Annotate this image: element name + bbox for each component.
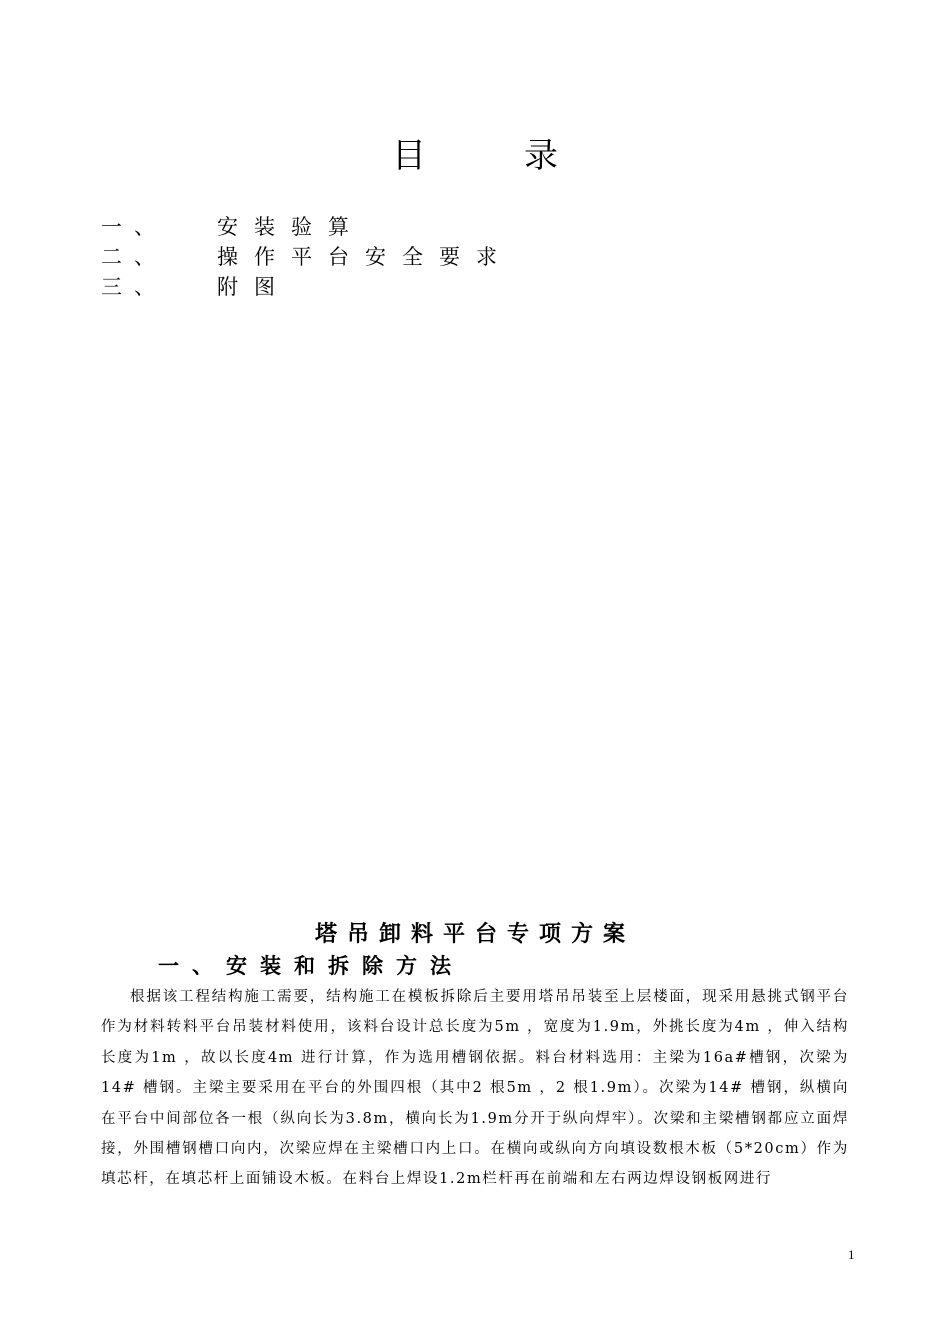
toc-item-number: 二、 <box>101 245 167 269</box>
toc-item-text: 安装验算 <box>217 215 365 239</box>
toc-item <box>101 272 861 302</box>
toc-item-number: 一、 <box>101 215 167 239</box>
page-number: 1 <box>848 1247 855 1262</box>
toc-item-text: 附图 <box>217 275 291 299</box>
toc-item <box>101 242 861 272</box>
toc-title-left: 目 <box>392 136 426 176</box>
toc-title <box>0 128 950 177</box>
table-of-contents <box>101 212 861 302</box>
toc-title-right: 录 <box>524 136 558 176</box>
toc-item-text: 操作平台安全要求 <box>217 245 513 269</box>
plan-title: 塔吊卸料平台专项方案 <box>314 922 635 947</box>
toc-item <box>101 212 861 242</box>
toc-item-number: 三、 <box>101 275 167 299</box>
body-paragraph: 根据该工程结构施工需要，结构施工在模板拆除后主要用塔吊吊装至上层楼面，现采用悬挑式钢平台作为材料转料平台吊装材料使用，该料台设计总长度为5m ，宽度为1.9m，外挑长度为4m ，伸入结构长度为1m ，故以长度4m 进行计算，作为选用槽钢依据。料台材料选用：主梁为16a#槽钢，次梁为14# 槽钢。主梁主要采用在平台的外围四根（其中2 根5m ，2 根1.9m）。次梁为14# 槽钢，纵横向在平台中间部位各一根（纵向长为3.8m，横向长为1.9m分开于纵向焊牢）。次梁和主梁槽钢都应立面焊接，外围槽钢槽口向内，次梁应焊在主梁槽口内上口。在横向或纵向方向填设数根木板（5*20cm）作为填芯杆，在填芯杆上面铺设木板。在料台上焊设1.2m栏杆再在前端和左右两边焊设钢板网进行 <box>101 989 849 1188</box>
section-title: 一、安装和拆除方法 <box>158 954 464 978</box>
